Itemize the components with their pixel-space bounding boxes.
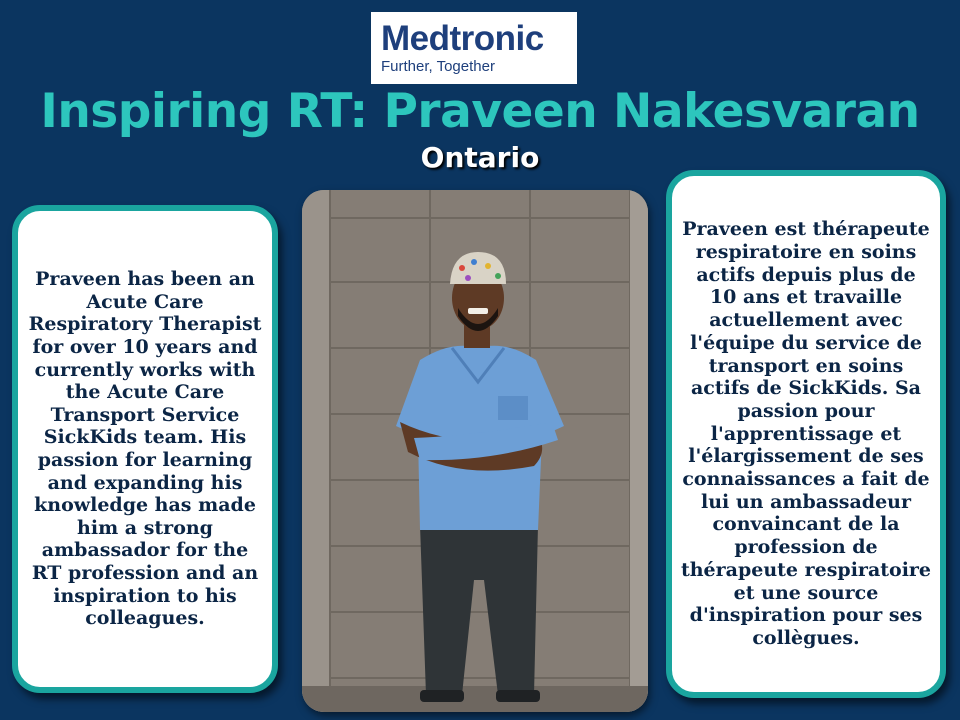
bio-text-french: Praveen est thérapeute respiratoire en soins actifs depuis plus de 10 ans et travaille actuellement avec l'équipe du service de transport en soins actifs de SickKids. Sa passion pour l'apprentissage et l'élargissement de ses connaissances a fait de lui un ambassadeur convaincant de la profession de thérapeute respiratoire et une source d'inspiration pour ses collègues. [680, 218, 932, 649]
page-title: Inspiring RT: Praveen Nakesvaran [40, 84, 920, 139]
medtronic-logo [371, 12, 577, 84]
bio-card-french [666, 170, 946, 698]
bio-card-english [12, 205, 278, 693]
logo-tagline: Further, Together [381, 58, 495, 75]
province-label: Ontario [420, 141, 540, 174]
portrait-photo [302, 190, 648, 712]
bio-text-english: Praveen has been an Acute Care Respiratory Therapist for over 10 years and currently works with the Acute Care Transport Service SickKids team. His passion for learning and expanding his knowledge has made him a strong ambassador for the RT profession and an inspiration to his colleagues. [28, 268, 262, 630]
logo-wordmark: Medtronic [381, 19, 544, 58]
